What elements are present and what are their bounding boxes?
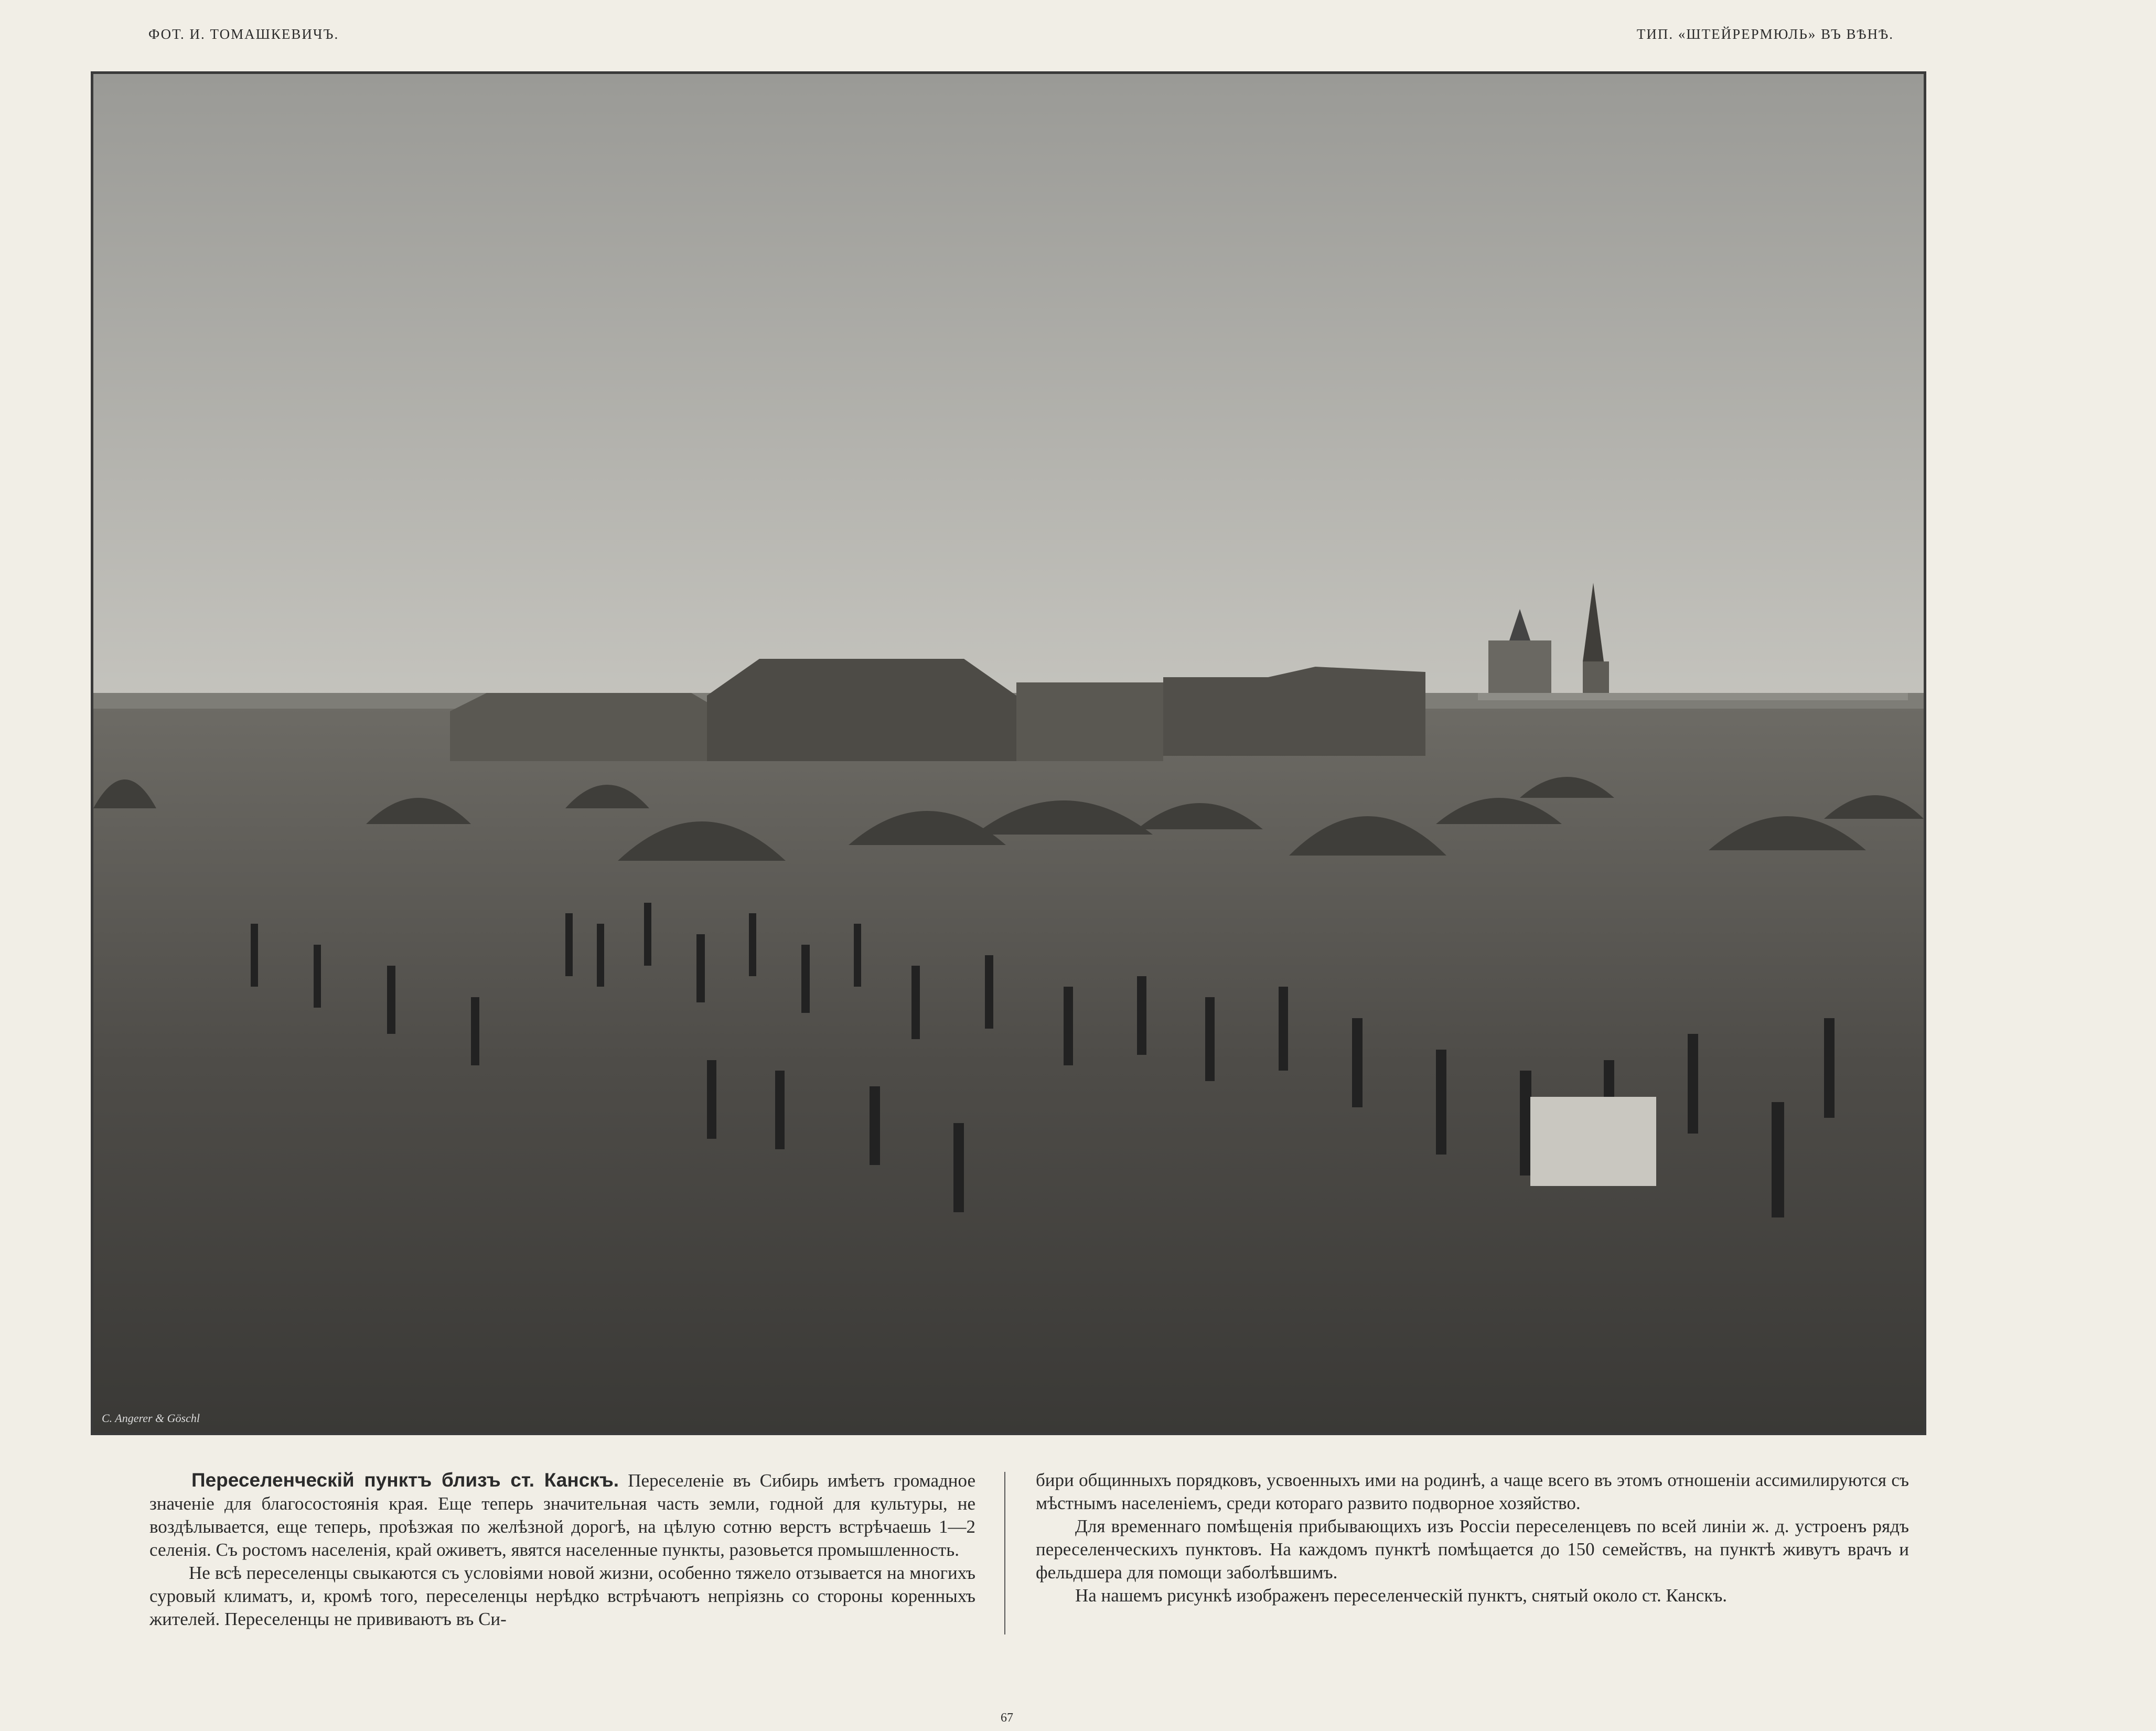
printer-credit: ТИП. «ШТЕЙРЕРМЮЛЬ» ВЪ ВѢНѢ.: [1636, 26, 1894, 42]
article-title: Переселенческій пунктъ близъ ст. Канскъ.: [191, 1469, 619, 1491]
sky: [93, 74, 1924, 698]
article-paragraph-1: Переселеніе въ Сибирь имѣетъ громадное значеніе для благосостоянія края. Еще теперь значительная часть земли, годной для культуры, не воздѣлывается, еще теперь, проѣзжая по желѣзной дорогѣ, на цѣлую сотню верстъ встрѣчаешь 1—2 селенія. Съ ростомъ населенія, край оживетъ, явятся населенные пункты, разовьется промышленность.: [149, 1470, 975, 1560]
article-column-left: [149, 1469, 975, 1631]
article-paragraph-5: На нашемъ рисункѣ изображенъ переселенческій пунктъ, снятый около ст. Канскъ.: [1075, 1585, 1728, 1606]
article-column-right: [1036, 1469, 1909, 1607]
article-paragraph-2: Не всѣ переселенцы свыкаются съ условіями новой жизни, особенно тяжело отзывается на многихъ суровый климатъ, и, кромѣ того, переселенцы нерѣдко встрѣчаютъ непріязнь со стороны коренныхъ жителей. Переселенцы не прививаютъ въ Си-: [149, 1563, 975, 1629]
bundle: [1530, 1097, 1656, 1186]
article-paragraph-3: бири общинныхъ порядковъ, усвоенныхъ ими на родинѣ, а чаще всего въ этомъ отношеніи ассимилируются съ мѣстнымъ населеніемъ, среди котораго развито подворное хозяйство.: [1036, 1470, 1909, 1513]
church: [1488, 640, 1551, 698]
photograph-illustration: [93, 74, 1924, 1433]
column-divider: [1004, 1472, 1005, 1634]
engraver-signature: C. Angerer & Göschl: [102, 1412, 200, 1425]
article-paragraph-4: Для временнаго помѣщенія прибывающихъ изъ Россіи переселенцевъ по всей линіи ж. д. устроенъ рядъ переселенческихъ пунктовъ. На каждомъ пунктѣ помѣщается до 150 семействъ, на пунктѣ живутъ врачъ и фельдшера для помощи заболѣвшимъ.: [1036, 1516, 1909, 1583]
photographer-credit: ФОТ. И. ТОМАШКЕВИЧЪ.: [148, 26, 339, 42]
church-fence: [1478, 693, 1908, 700]
ground: [93, 696, 1924, 1433]
page-number: 67: [1001, 1711, 1013, 1725]
photograph: [91, 71, 1926, 1435]
